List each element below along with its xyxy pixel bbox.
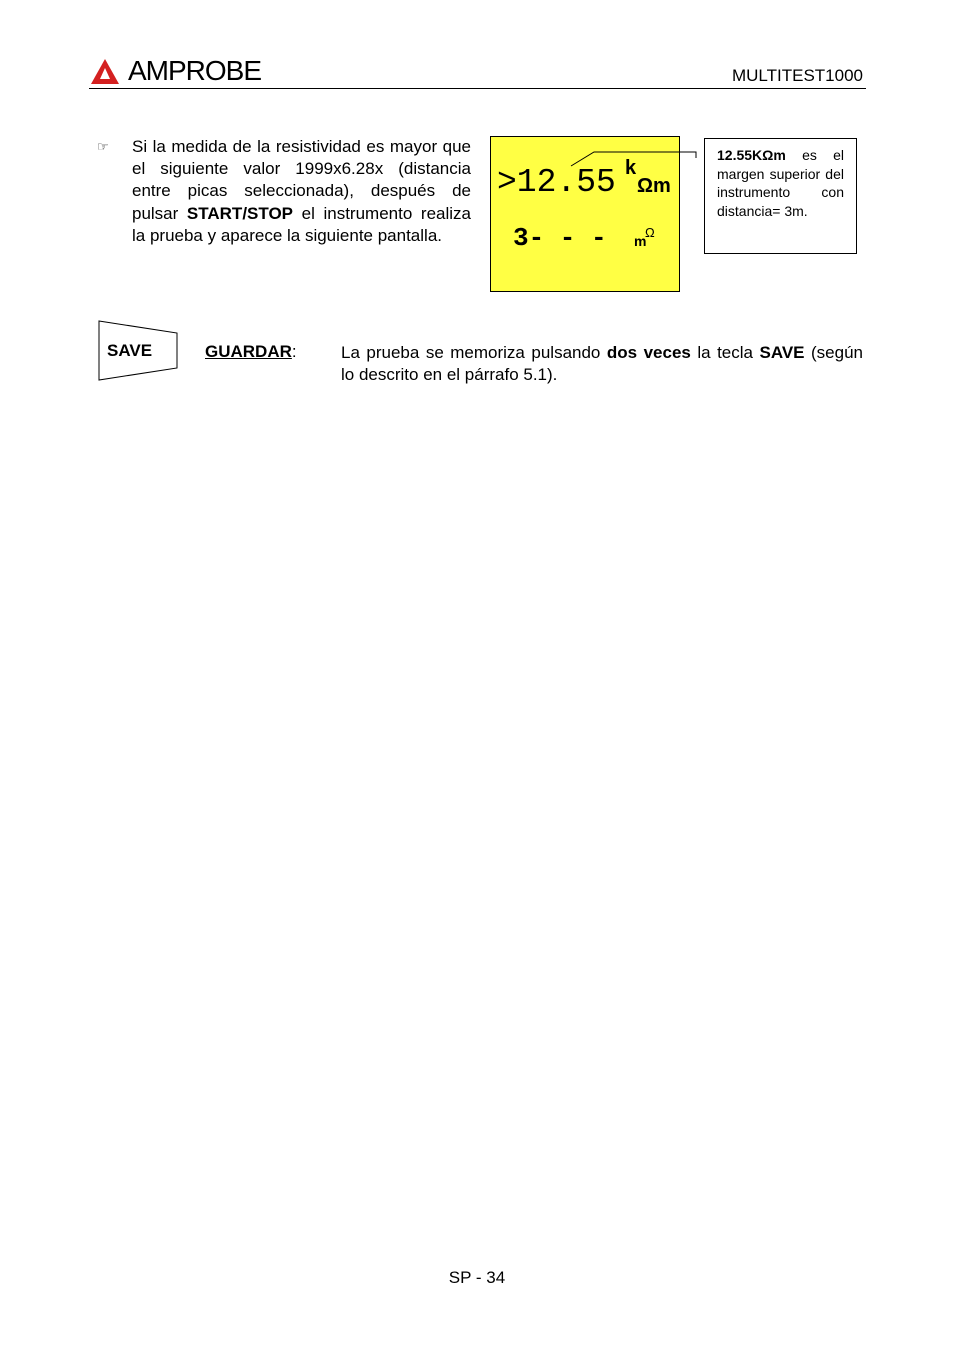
lcd-distance-value: 3- - -	[513, 223, 607, 253]
header-divider	[89, 88, 866, 89]
warning-triangle-icon	[90, 58, 120, 85]
callout-value: 12.55KΩm	[717, 147, 786, 163]
save-paragraph	[341, 342, 863, 386]
lcd-distance-unit: m	[634, 233, 647, 249]
paragraph-text: la tecla	[690, 343, 760, 362]
guardar-heading-text: GUARDAR	[205, 342, 292, 361]
lcd-main-value: >12.55	[497, 164, 616, 201]
callout-text: es el margen superior del instrumento con distancia= 3m.	[717, 147, 844, 219]
lcd-distance-symbol: Ω	[645, 225, 655, 240]
guardar-heading-colon: :	[291, 342, 297, 361]
paragraph-text: Si la medida de la resistividad es mayor que el siguiente valor 1999x6.28x (distancia entre picas seleccionada), después de pulsar	[132, 137, 471, 223]
callout-leader-line	[560, 140, 706, 170]
paragraph-text: el instrumento realiza la prueba y aparece la siguiente pantalla.	[132, 203, 471, 245]
pointing-hand-icon: ☞	[97, 139, 109, 154]
paragraph-text: La prueba se memoriza pulsando	[341, 343, 607, 362]
guardar-heading	[205, 342, 297, 362]
save-key-ref: SAVE	[759, 343, 805, 362]
brand-name: AMPROBE	[128, 55, 262, 86]
start-stop-key-ref: START/STOP	[186, 203, 294, 223]
save-key-label: SAVE	[107, 341, 153, 360]
resistivity-paragraph	[132, 136, 471, 247]
lcd-main-unit: Ωm	[637, 175, 671, 197]
paragraph-text: (según lo descrito en el párrafo 5.1).	[341, 343, 863, 385]
brand-logo	[90, 56, 261, 86]
page-number: SP - 34	[448, 1268, 506, 1287]
paragraph-bold: dos veces	[606, 343, 691, 362]
lcd-main-prefix: k	[625, 157, 637, 179]
model-name: MULTITEST1000	[731, 66, 863, 85]
callout-note	[704, 138, 857, 254]
